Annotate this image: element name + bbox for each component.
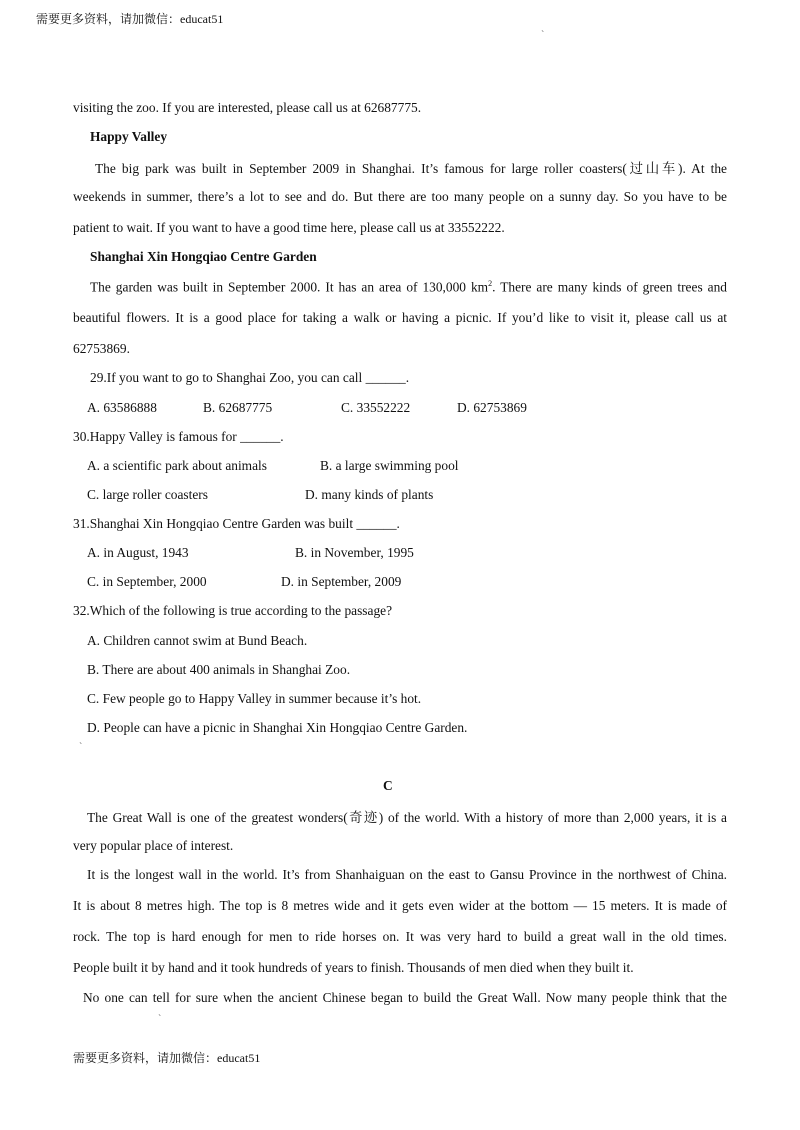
happy-valley-line-1: The big park was built in September 2009 in Shanghai. It’s famous for large roller coasters(过山车). At the	[95, 161, 727, 176]
q29-option-a: A. 63586888	[87, 400, 157, 415]
garden-line-3: 62753869.	[73, 341, 130, 356]
page-header: 需要更多资料，请加微信：educat51	[36, 12, 224, 26]
superscript: 2	[488, 279, 493, 288]
q32-option-a: A. Children cannot swim at Bund Beach.	[87, 633, 308, 648]
garden-line-1	[73, 279, 727, 295]
q30-option-d: D. many kinds of plants	[305, 487, 434, 502]
happy-valley-line-3: patient to wait. If you want to have a good time here, please call us at 33552222.	[73, 220, 505, 235]
stray-mark: `	[541, 30, 545, 41]
passage-c-p2-line-1: It is the longest wall in the world. It’s from Shanhaiguan on the east to Gansu Province in the northwest of China.	[87, 867, 727, 882]
page-footer: 需要更多资料，请加微信：educat51	[73, 1051, 261, 1065]
passage-c-p1-line-2: very popular place of interest.	[73, 838, 234, 853]
question-30-stem: 30.Happy Valley is famous for ______.	[73, 429, 284, 444]
garden-title: Shanghai Xin Hongqiao Centre Garden	[90, 249, 317, 264]
passage-c-p2-line-3: rock. The top is hard enough for men to ride horses on. It was very hard to build a great wall in the old times.	[73, 929, 727, 944]
garden-line-1a: The garden was built in September 2000. It has an area of 130,000 km	[90, 279, 489, 295]
zoo-paragraph-tail: visiting the zoo. If you are interested, please call us at 62687775.	[73, 100, 422, 115]
passage-c-title: C	[383, 778, 393, 793]
question-29-stem: 29.If you want to go to Shanghai Zoo, you can call ______.	[90, 370, 410, 385]
question-32-stem: 32.Which of the following is true according to the passage?	[73, 603, 393, 618]
passage-c-p2-line-4: People built it by hand and it took hundreds of years to finish. Thousands of men died when they built it.	[73, 960, 634, 975]
q31-option-c: C. in September, 2000	[87, 574, 207, 589]
garden-line-1b: . There are many kinds of green trees and	[492, 279, 727, 295]
q30-option-c: C. large roller coasters	[87, 487, 208, 502]
q30-option-a: A. a scientific park about animals	[87, 458, 267, 473]
question-31-stem: 31.Shanghai Xin Hongqiao Centre Garden was built ______.	[73, 516, 400, 531]
q29-option-d: D. 62753869	[457, 400, 527, 415]
happy-valley-line-2: weekends in summer, there’s a lot to see and do. But there are too many people on a sunny day. So you have to be	[73, 189, 727, 204]
q32-option-c: C. Few people go to Happy Valley in summer because it’s hot.	[87, 691, 422, 706]
passage-c-p1-line-1: The Great Wall is one of the greatest wonders(奇迹) of the world. With a history of more than 2,000 years, it is a	[87, 810, 727, 825]
q32-option-b: B. There are about 400 animals in Shanghai Zoo.	[87, 662, 351, 677]
stray-mark: `	[158, 1014, 162, 1025]
happy-valley-title: Happy Valley	[90, 129, 168, 144]
garden-line-2: beautiful flowers. It is a good place for taking a walk or having a picnic. If you’d like to visit it, please call us at	[73, 310, 727, 325]
q29-option-b: B. 62687775	[203, 400, 273, 415]
passage-c-p2-line-2: It is about 8 metres high. The top is 8 metres wide and it gets even wider at the bottom — 15 meters. It is made of	[73, 898, 727, 913]
q31-option-d: D. in September, 2009	[281, 574, 402, 589]
q31-option-b: B. in November, 1995	[295, 545, 414, 560]
q31-option-a: A. in August, 1943	[87, 545, 189, 560]
q29-option-c: C. 33552222	[341, 400, 411, 415]
q32-option-d: D. People can have a picnic in Shanghai Xin Hongqiao Centre Garden.	[87, 720, 468, 735]
stray-mark: `	[79, 742, 83, 753]
passage-c-p3-line-1: No one can tell for sure when the ancient Chinese began to build the Great Wall. Now many people think that the	[83, 990, 727, 1005]
q30-option-b: B. a large swimming pool	[320, 458, 459, 473]
